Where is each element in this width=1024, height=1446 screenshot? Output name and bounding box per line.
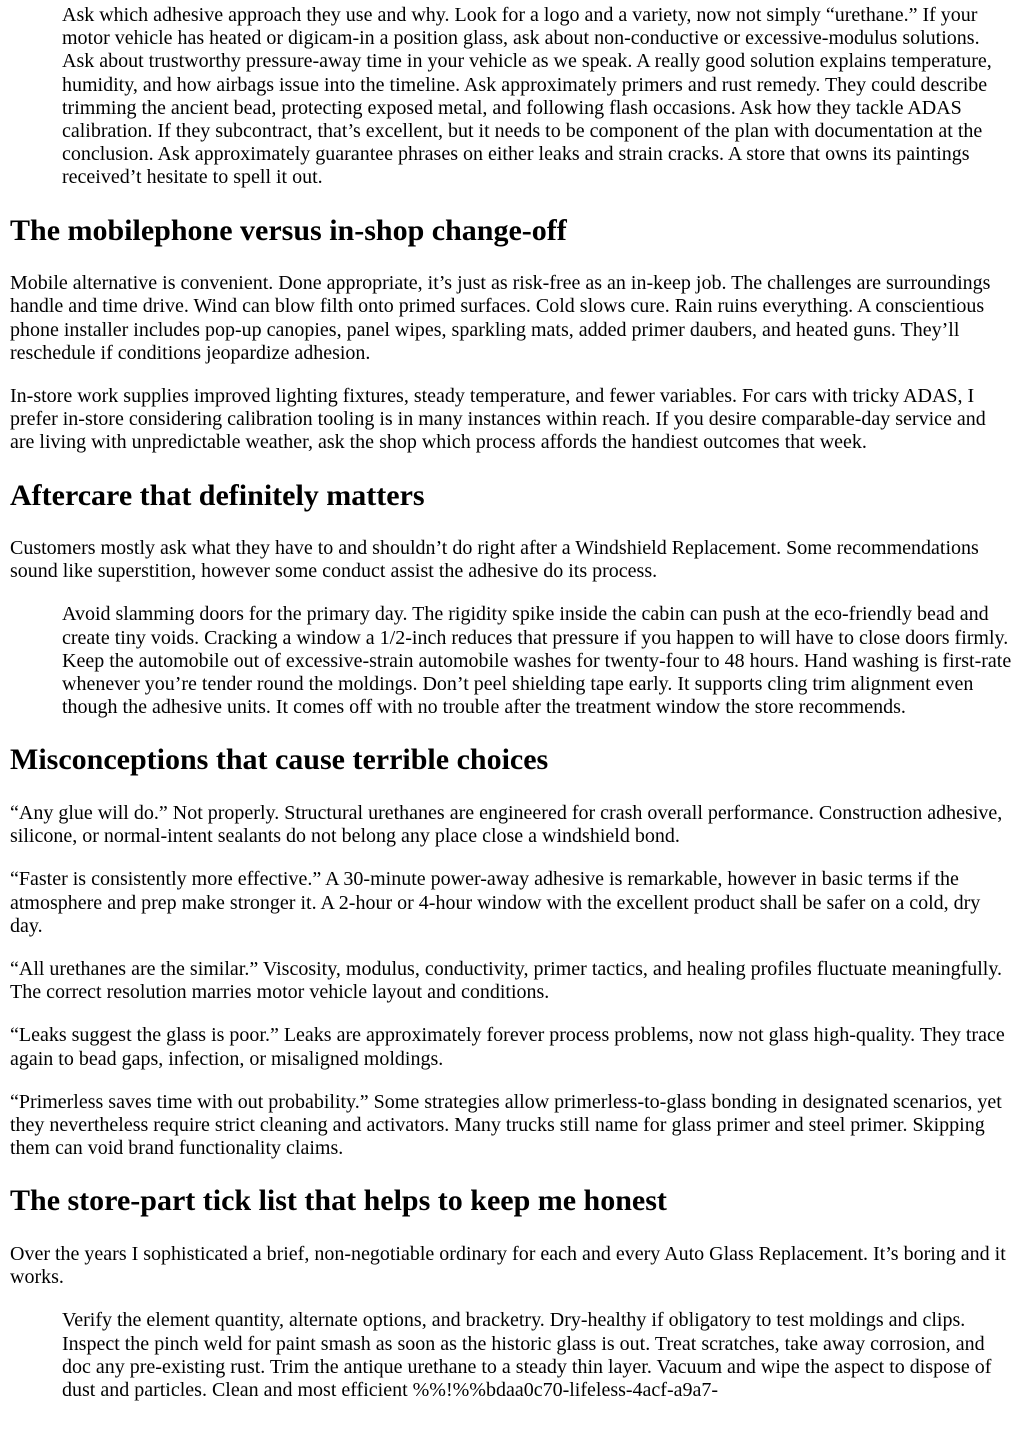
section-heading-misconceptions: Misconceptions that cause terrible choices — [10, 743, 549, 777]
indented-paragraph: Verify the element quantity, alternate options, and bracketry. Dry-healthy if obligatory to test moldings and clips. Inspect the pinch weld for paint smash as soon as the historic glass is out. Treat scratches, take away corrosion, and doc any pre-existing rust. Trim the antique urethane to a steady thin layer. Vacuum and wipe the aspect to dispose of dust and particles. Clean and most efficient %%!%%bdaa0c70-lifeless-4acf-a9a7- — [62, 1309, 992, 1401]
paragraph: Mobile alternative is convenient. Done appropriate, it’s just as risk-free as an in-keep job. The challenges are surroundings handle and time drive. Wind can blow filth onto primed surfaces. Cold slows cure. Rain ruins everything. A conscientious phone installer includes pop-up canopies, panel wipes, sparkling mats, added primer daubers, and heated guns. They’ll reschedule if conditions jeopardize adhesion. — [10, 272, 991, 364]
paragraph: Customers mostly ask what they have to and shouldn’t do right after a Windshield Replacement. Some recommendations sound like superstition, however some conduct assist the adhesive do its process. — [10, 537, 979, 583]
paragraph: “All urethanes are the similar.” Viscosity, modulus, conductivity, primer tactics, and healing profiles fluctuate meaningfully. The correct resolution marries motor vehicle layout and conditions. — [10, 957, 1003, 1004]
paragraph: In-store work supplies improved lighting fixtures, steady temperature, and fewer variables. For cars with tricky ADAS, I prefer in-store considering calibration tooling is in many instances within reach. If you desire comparable-day service and are living with unpredictable weather, ask the shop which process affords the handiest outcomes that week. — [10, 384, 986, 454]
paragraph: Over the years I sophisticated a brief, non-negotiable ordinary for each and every Auto Glass Replacement. It’s boring and it works. — [10, 1242, 1006, 1289]
paragraph: “Faster is consistently more effective.” A 30-minute power-away adhesive is remarkable, however in basic terms if the atmosphere and prep make stronger it. A 2-hour or 4-hour window with the excellent product shall be safer on a cold, dry day. — [10, 868, 981, 937]
section-heading-store-part-ticklist: The store-part tick list that helps to keep me honest — [10, 1184, 667, 1218]
paragraph: “Leaks suggest the glass is poor.” Leaks are approximately forever process problems, now not glass high-quality. They trace again to bead gaps, infection, or misaligned moldings. — [10, 1024, 1005, 1070]
indented-paragraph: Ask which adhesive approach they use and why. Look for a logo and a variety, now not simply “urethane.” If your motor vehicle has heated or digicam-in a position glass, ask about non-conductive or excessive-modulus solutions. Ask about trustworthy pressure-away time in your vehicle as we speak. A really good solution explains temperature, humidity, and how airbags issue into the timeline. Ask approximately primers and rust remedy. They could describe trimming the ancient bead, protecting exposed metal, and following flash occasions. Ask how they tackle ADAS calibration. If they subcontract, that’s excellent, but it needs to be component of the plan with documentation at the conclusion. Ask approximately guarantee phrases on either leaks and strain cracks. A store that owns its paintings received’t hesitate to spell it out. — [62, 4, 992, 189]
indented-paragraph: Avoid slamming doors for the primary day. The rigidity spike inside the cabin can push at the eco-friendly bead and create tiny voids. Cracking a window a 1/2-inch reduces that pressure if you happen to will have to close doors firmly. Keep the automobile out of excessive-strain automobile washes for twenty-four to 48 hours. Hand washing is first-rate whenever you’re tender round the moldings. Don’t peel shielding tape early. It supports cling trim alignment even though the adhesive units. It comes off with no trouble after the treatment window the store recommends. — [62, 603, 1012, 719]
paragraph: “Primerless saves time with out probability.” Some strategies allow primerless-to-glass bonding in designated scenarios, yet they nevertheless require strict cleaning and activators. Many trucks still name for glass primer and steel primer. Skipping them can void brand functionality claims. — [10, 1090, 1002, 1160]
paragraph: “Any glue will do.” Not properly. Structural urethanes are engineered for crash overall performance. Construction adhesive, silicone, or normal-intent sealants do not belong any place close a windshield bond. — [10, 801, 1003, 848]
section-heading-aftercare: Aftercare that definitely matters — [10, 478, 425, 512]
section-heading-mobile-vs-inshop: The mobilephone versus in-shop change-off — [10, 213, 567, 247]
